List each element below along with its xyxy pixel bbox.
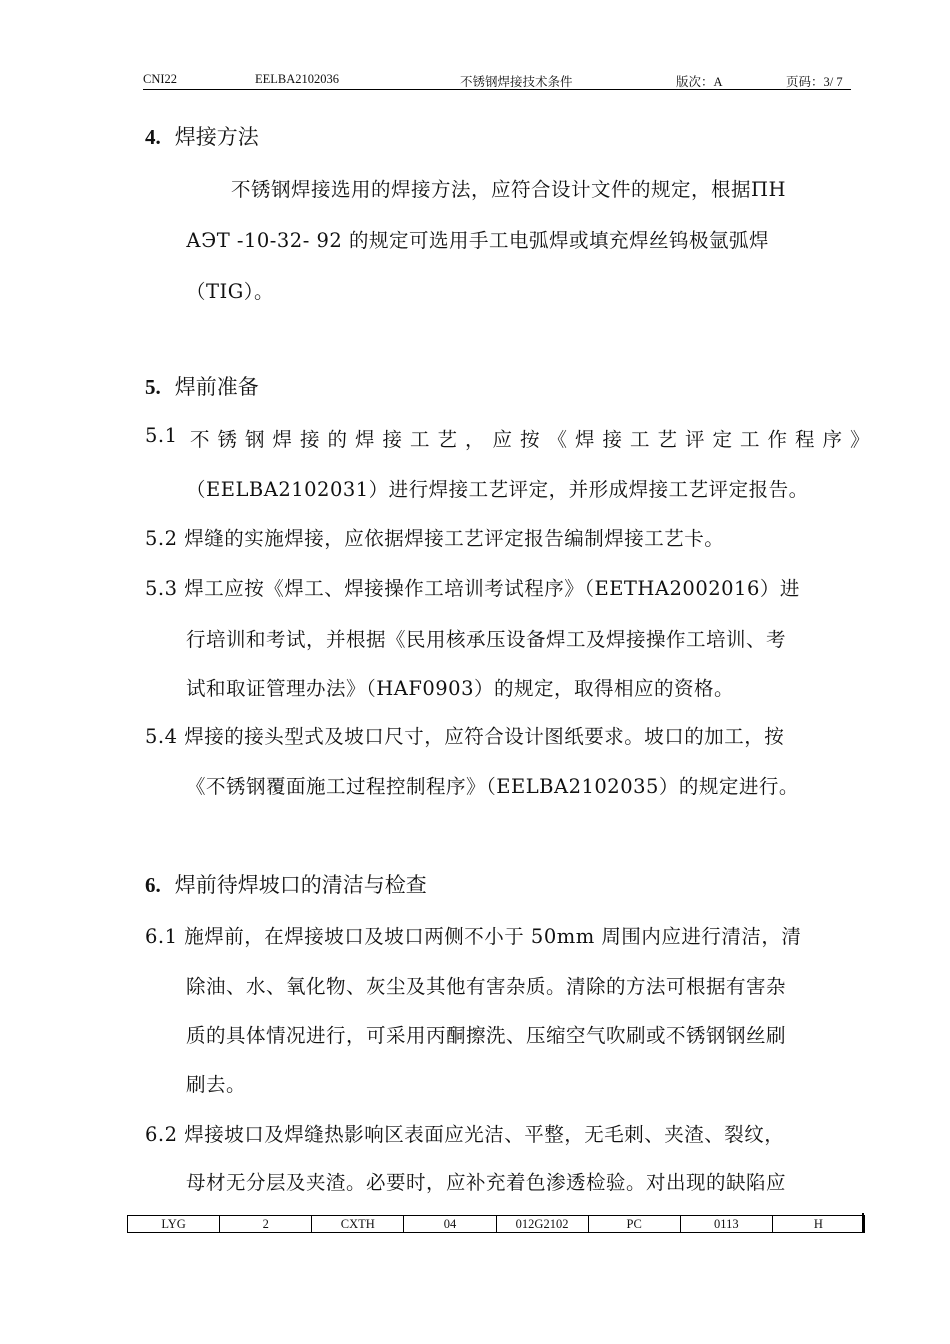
- footer-table: [127, 1215, 865, 1233]
- footer-cell: 04: [404, 1216, 496, 1232]
- section-4-heading: [145, 121, 259, 151]
- header-code: CNI22: [143, 72, 178, 86]
- footer-cell: 012G2102: [497, 1216, 589, 1232]
- section-5-3-line-3: 试和取证管理办法》（HAF0903）的规定，取得相应的资格。: [186, 677, 734, 700]
- header-revision: 版次：A: [676, 75, 723, 89]
- section-4-line-3: （TIG）。: [186, 280, 275, 303]
- footer-cell: PC: [589, 1216, 681, 1232]
- header-title: 不锈钢焊接技术条件: [460, 75, 573, 89]
- section-6-number: 6.: [145, 873, 161, 897]
- section-4-number: 4.: [145, 125, 161, 149]
- footer-cell: LYG: [128, 1216, 220, 1232]
- section-5-1-line-2: （EELBA2102031）进行焊接工艺评定，并形成焊接工艺评定报告。: [186, 478, 809, 501]
- section-5-title: 焊前准备: [174, 375, 259, 399]
- section-6-title: 焊前待焊坡口的清洁与检查: [174, 873, 427, 897]
- section-5-heading: [145, 371, 259, 401]
- header-doc-number: EELBA2102036: [255, 72, 340, 86]
- footer-cell: CXTH: [312, 1216, 404, 1232]
- section-4-line-2: АЭТ -10-32- 92 的规定可选用手工电弧焊或填充焊丝钨极氩弧焊: [186, 229, 769, 252]
- page-header: [143, 72, 851, 90]
- header-page: 页码：3/ 7: [786, 75, 843, 89]
- footer-cell: 0113: [681, 1216, 773, 1232]
- footer-cell: H: [813, 1217, 823, 1231]
- section-6-1-line-2: 除油、水、氧化物、灰尘及其他有害杂质。清除的方法可根据有害杂: [186, 975, 787, 998]
- section-6-1-line-4: 刷去。: [186, 1073, 247, 1096]
- section-5-1-number: 5.1: [145, 424, 178, 447]
- section-5-3-line-1: 5.3 焊工应按《焊工、焊接操作工培训考试程序》（EETHA2002016）进: [145, 577, 800, 600]
- section-5-2-line: 5.2 焊缝的实施焊接，应依据焊接工艺评定报告编制焊接工艺卡。: [145, 527, 725, 550]
- section-5-1-line-1: [190, 424, 878, 452]
- section-5-4-line-2: 《不锈钢覆面施工过程控制程序》（EELBA2102035）的规定进行。: [186, 775, 799, 798]
- section-4-title: 焊接方法: [174, 125, 259, 149]
- section-6-1-line-1: 6.1 施焊前，在焊接坡口及坡口两侧不小于 50mm 周围内应进行清洁，清: [145, 925, 802, 948]
- section-5-4-line-1: 5.4 焊接的接头型式及坡口尺寸，应符合设计图纸要求。坡口的加工，按: [145, 725, 785, 748]
- section-6-2-line-2: 母材无分层及夹渣。必要时，应补充着色渗透检验。对出现的缺陷应: [186, 1171, 787, 1194]
- section-4-line-1: 不锈钢焊接选用的焊接方法，应符合设计文件的规定，根据ПН: [231, 178, 787, 201]
- footer-cell: 2: [220, 1216, 312, 1232]
- section-6-2-line-1: 6.2 焊接坡口及焊缝热影响区表面应光洁、平整，无毛刺、夹渣、裂纹，: [145, 1123, 785, 1146]
- section-5-3-line-2: 行培训和考试，并根据《民用核承压设备焊工及焊接操作工培训、考: [186, 628, 787, 651]
- section-6-heading: [145, 869, 427, 899]
- section-6-1-line-3: 质的具体情况进行，可采用丙酮擦洗、压缩空气吹刷或不锈钢钢丝刷: [186, 1024, 787, 1047]
- footer-edge-mark: [862, 1213, 864, 1233]
- section-5-1-text: 不锈钢焊接的焊接工艺，应按《焊接工艺评定工作程序》: [190, 428, 878, 451]
- section-5-number: 5.: [145, 375, 161, 399]
